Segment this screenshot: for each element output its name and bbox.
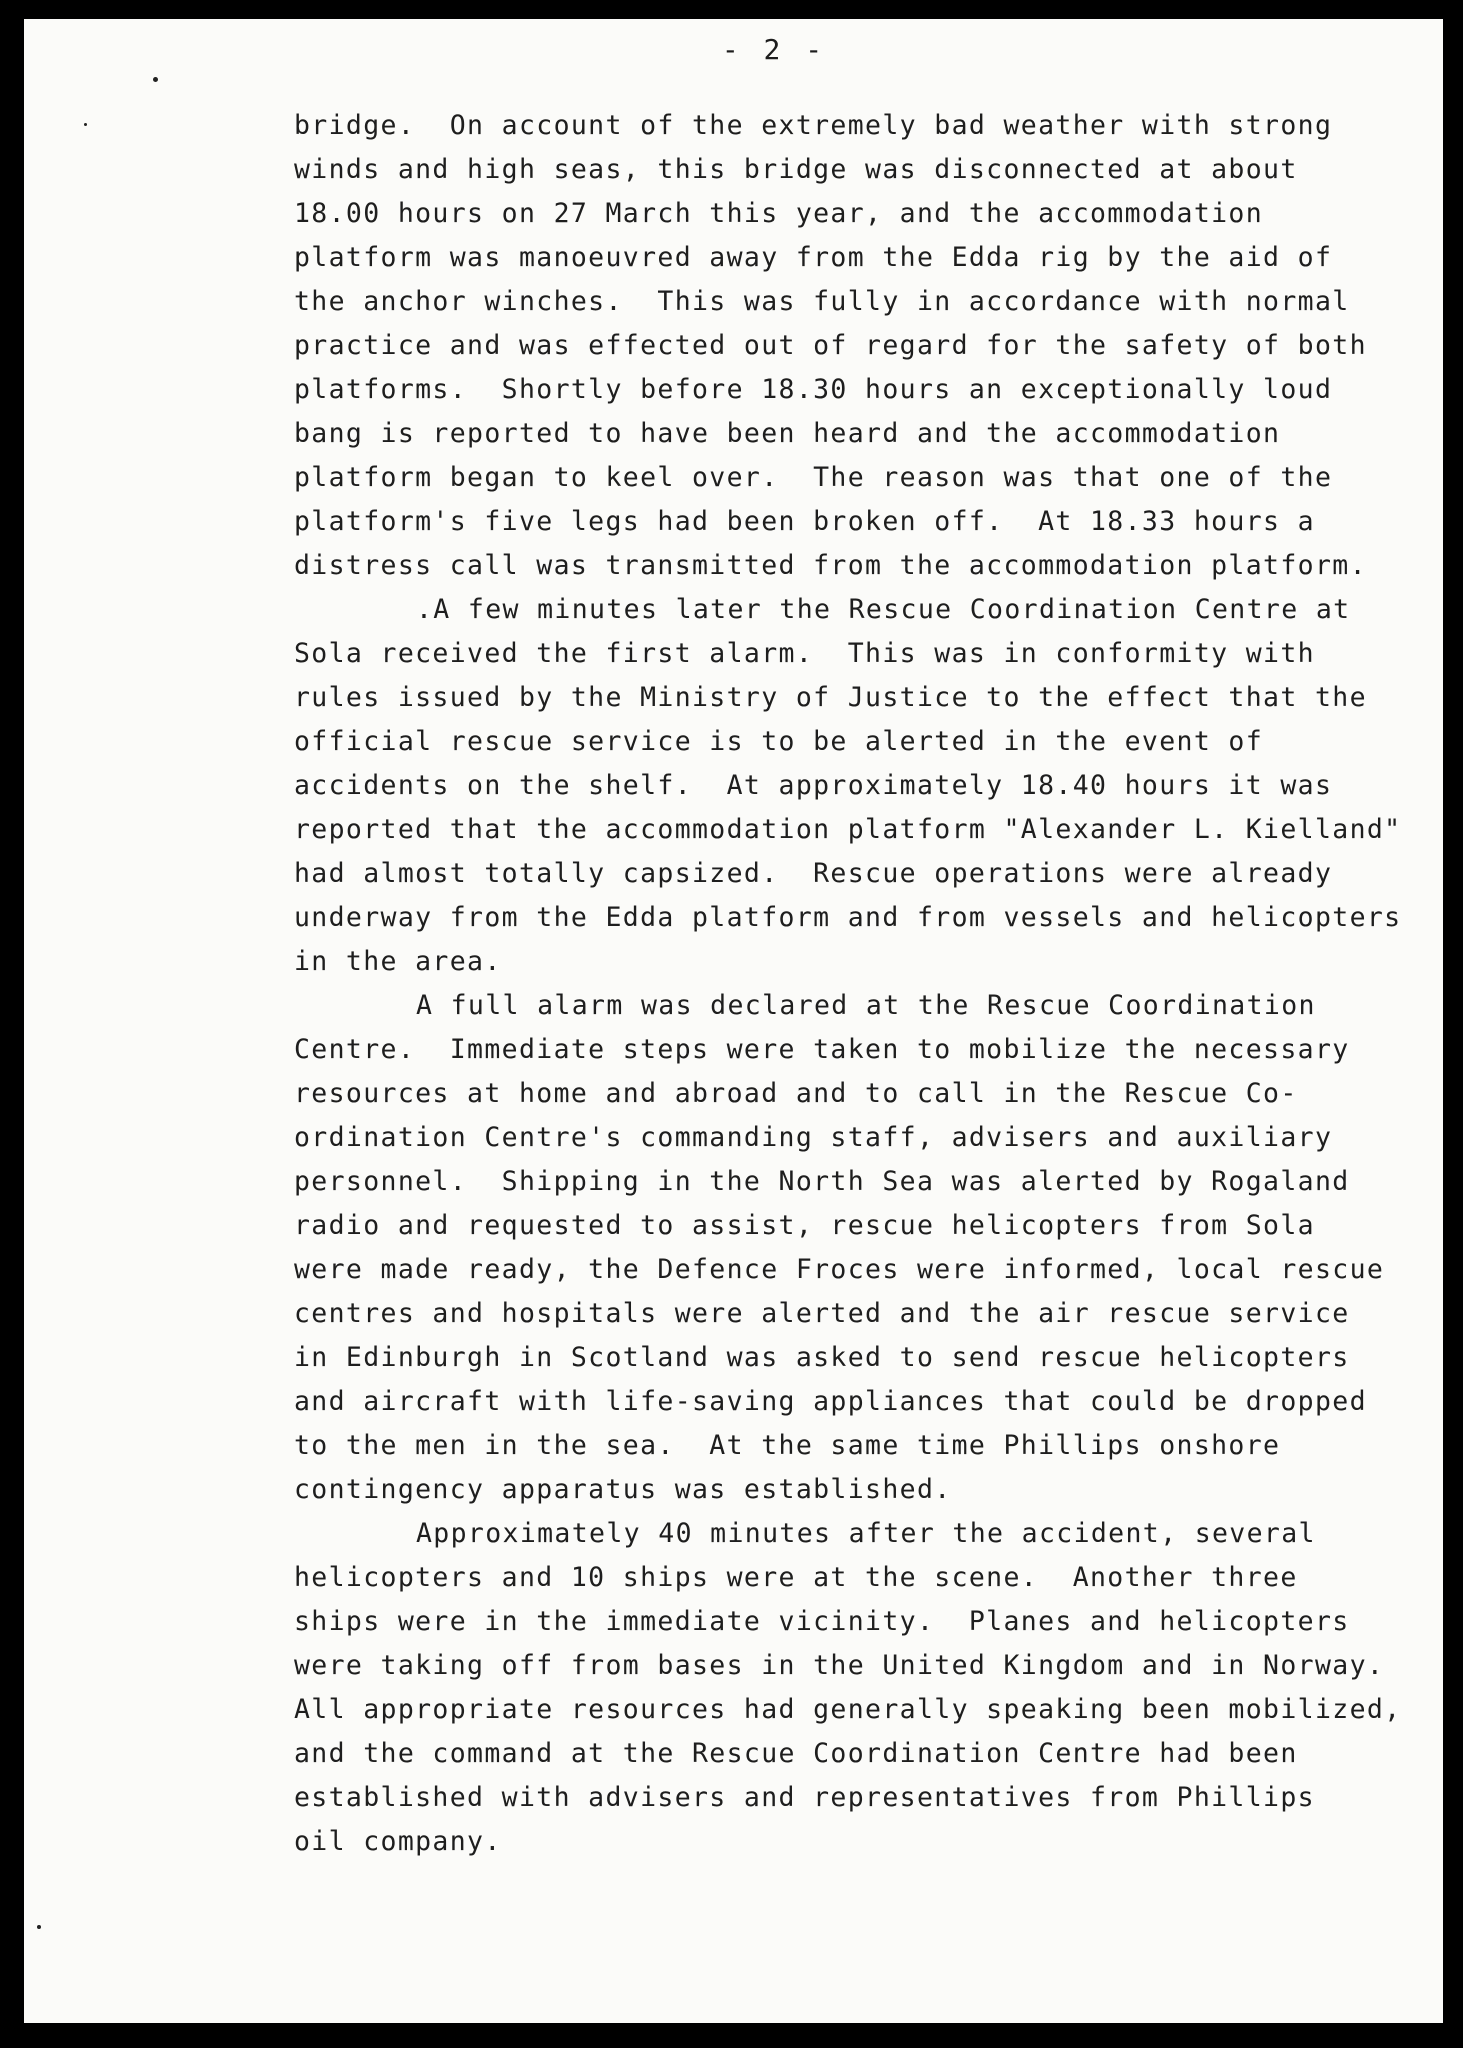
text-line: centres and hospitals were alerted and the air rescue service [294,1298,1350,1329]
document-page [24,19,1443,2023]
text-line: in Edinburgh in Scotland was asked to send rescue helicopters [294,1342,1350,1373]
text-line: bang is reported to have been heard and the accommodation [294,418,1281,449]
text-line: and the command at the Rescue Coordination Centre had been [294,1738,1298,1769]
text-line: established with advisers and representatives from Phillips [294,1782,1315,1813]
text-line: winds and high seas, this bridge was disconnected at about [294,154,1298,185]
text-line: platform began to keel over. The reason was that one of the [294,462,1333,493]
text-line: were taking off from bases in the United Kingdom and in Norway. [294,1650,1385,1681]
text-line: 18.00 hours on 27 March this year, and the accommodation [294,198,1264,229]
text-line: underway from the Edda platform and from vessels and helicopters [294,902,1402,933]
text-line: distress call was transmitted from the accommodation platform. [294,550,1367,581]
text-line: bridge. On account of the extremely bad weather with strong [294,110,1333,141]
text-line: official rescue service is to be alerted in the event of [294,726,1264,757]
text-line: Approximately 40 minutes after the accident, several [416,1518,1316,1549]
text-line: practice and was effected out of regard for the safety of both [294,330,1367,361]
body-text [294,104,1434,1864]
text-line: and aircraft with life-saving appliances that could be dropped [294,1386,1367,1417]
text-line: ordination Centre's commanding staff, advisers and auxiliary [294,1122,1333,1153]
text-line: platforms. Shortly before 18.30 hours an exceptionally loud [294,374,1333,405]
text-line: personnel. Shipping in the North Sea was alerted by Rogaland [294,1166,1350,1197]
text-line: the anchor winches. This was fully in accordance with normal [294,286,1350,317]
text-line: .A few minutes later the Rescue Coordination Centre at [416,594,1351,625]
scan-speck [153,77,158,82]
text-line: Centre. Immediate steps were taken to mobilize the necessary [294,1034,1350,1065]
text-line: A full alarm was declared at the Rescue Coordination [416,990,1316,1021]
text-line: had almost totally capsized. Rescue operations were already [294,858,1333,889]
text-line: to the men in the sea. At the same time Phillips onshore [294,1430,1281,1461]
text-line: All appropriate resources had generally speaking been mobilized, [294,1694,1402,1725]
text-line: platform's five legs had been broken off. At 18.33 hours a [294,506,1315,537]
scan-speck [84,123,87,126]
text-line: helicopters and 10 ships were at the scene. Another three [294,1562,1298,1593]
text-line: accidents on the shelf. At approximately 18.40 hours it was [294,770,1333,801]
text-line: resources at home and abroad and to call in the Rescue Co- [294,1078,1298,1109]
text-line: platform was manoeuvred away from the Edda rig by the aid of [294,242,1333,273]
text-line: reported that the accommodation platform "Alexander L. Kielland" [294,814,1402,845]
text-line: were made ready, the Defence Froces were informed, local rescue [294,1254,1385,1285]
text-line: in the area. [294,946,502,977]
page-number: - 2 - [721,33,827,66]
text-line: ships were in the immediate vicinity. Planes and helicopters [294,1606,1350,1637]
text-line: radio and requested to assist, rescue helicopters from Sola [294,1210,1315,1241]
text-line: rules issued by the Ministry of Justice to the effect that the [294,682,1367,713]
text-line: Sola received the first alarm. This was in conformity with [294,638,1315,669]
scan-speck [37,1925,41,1929]
text-line: contingency apparatus was established. [294,1474,952,1505]
text-line: oil company. [294,1826,502,1857]
